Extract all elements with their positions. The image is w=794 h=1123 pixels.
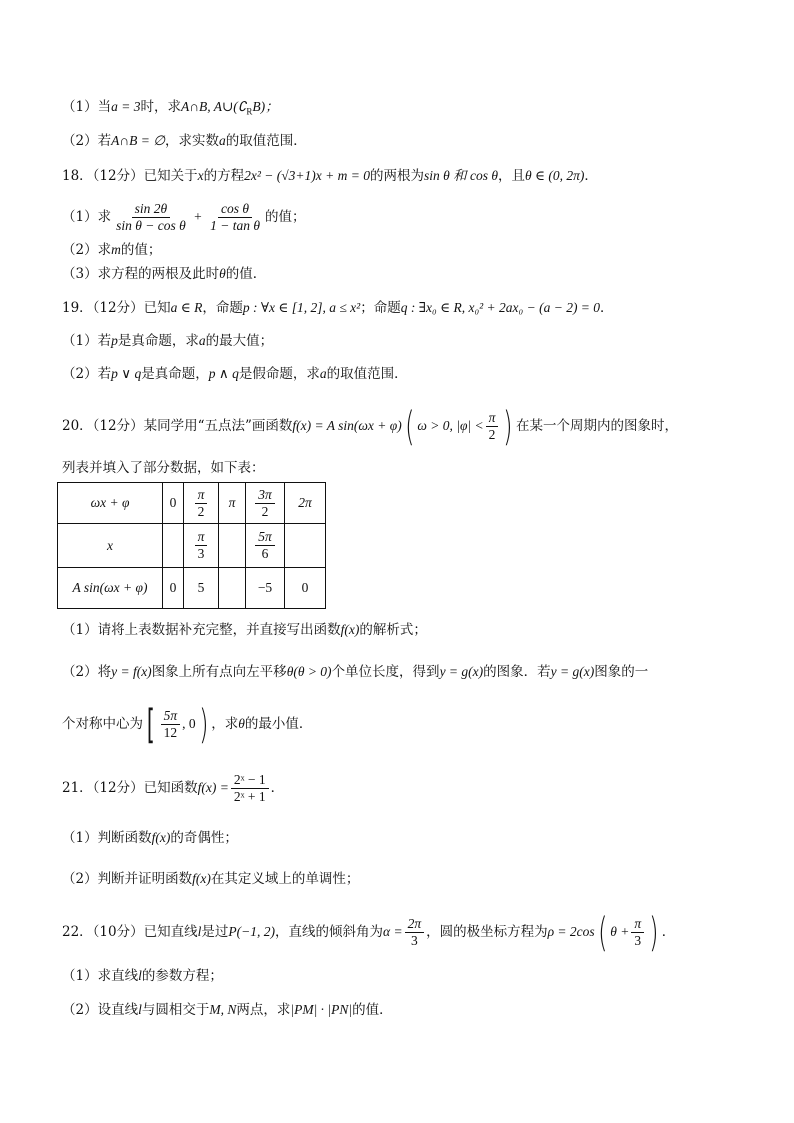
q20-sub1: （1）请将上表数据补充完整，并直接写出函数f(x)的解析式； — [62, 622, 427, 638]
q20-sub2-cont: 个对称中心为[ $\frac{5\pi}{12}$ , 0) ，求θ的最小值． — [62, 701, 313, 748]
fraction: $\frac{\sin 2\theta}{\text{sin θ − cos θ}}$ — [116, 201, 186, 233]
table-cell: 5 — [184, 568, 219, 609]
table-cell — [163, 524, 184, 568]
q22-sub2: （2）设直线l与圆相交于M, N两点，求|PM| · |PN|的值． — [62, 1002, 393, 1018]
table-cell: 0 — [163, 568, 184, 609]
table-row — [58, 483, 326, 524]
five-point-table — [57, 482, 326, 609]
table-cell — [219, 568, 246, 609]
q20-line2: 列表并填入了部分数据，如下表： — [62, 460, 265, 476]
q18-sub3: （3）求方程的两根及此时θ的值． — [62, 266, 267, 282]
table-cell: $\frac{3\pi}{2}$ — [246, 483, 285, 524]
q21-header: 21．（12分）已知函数f(x) = $\frac{\text{2ˣ − 1}}{\text{2ˣ + 1}}$ ． — [62, 772, 285, 804]
table-cell: 0 — [163, 483, 184, 524]
table-cell — [219, 524, 246, 568]
table-row — [58, 568, 326, 609]
table-cell: $\frac{\pi}{3}$ — [184, 524, 219, 568]
q18-sub1: （1）求 $\frac{\sin 2\theta}{\text{sin θ − cos θ}}$ + $\frac{\text{cos θ}}{\text{1 − tan θ}}$ 的值； — [62, 201, 306, 233]
table-cell: 0 — [285, 568, 326, 609]
fraction: $\frac{\pi}{3}$ — [631, 916, 644, 949]
q20-header: 20．（12分）某同学用“五点法”画函数f(x) = A sin(ωx + φ)( ω > 0, |φ| < $\frac{\pi}{2}$ ) 在某一个周期内的图象时， — [62, 403, 679, 450]
q22-sub1: （1）求直线l的参数方程； — [62, 968, 223, 984]
table-cell: π — [219, 483, 246, 524]
q19-header: 19．（12分）已知a ∈ R，命题p : ∀x ∈ [1, 2], a ≤ x²；命题q : ∃x₀ ∈ R, x₀² + 2ax₀ − (a − 2) = 0． — [62, 300, 614, 316]
q21-sub1: （1）判断函数f(x)的奇偶性； — [62, 830, 238, 846]
q19-sub1: （1）若p是真命题，求a的最大值； — [62, 333, 274, 349]
table-cell — [285, 524, 326, 568]
q21-sub2: （2）判断并证明函数f(x)在其定义域上的单调性； — [62, 871, 360, 887]
fraction: $\frac{2\pi}{3}$ — [405, 916, 425, 949]
q19-sub2: （2）若p ∨ q是真命题，p ∧ q是假命题，求a的取值范围． — [62, 366, 408, 382]
table-cell: $\frac{\pi}{2}$ — [184, 483, 219, 524]
fraction: $\frac{\pi}{2}$ — [486, 410, 499, 443]
fraction: $\frac{5\pi}{12}$ — [161, 708, 181, 741]
table-cell: $\frac{5\pi}{6}$ — [246, 524, 285, 568]
q18-header: 18．（12分）已知关于x的方程2x² − (√3+1)x + m = 0的两根为sin θ 和 cos θ，且θ ∈ (0, 2π)． — [62, 168, 598, 184]
table-cell: x — [58, 524, 163, 568]
table-cell: A sin(ωx + φ) — [58, 568, 163, 609]
q18-sub2: （2）求m的值； — [62, 242, 162, 258]
table-cell: −5 — [246, 568, 285, 609]
q17-part1: （1）当a = 3时，求A∩B, $A\cup(∁_RB)$； — [62, 99, 279, 117]
fraction: $\frac{\text{cos θ}}{\text{1 − tan θ}}$ — [210, 201, 260, 233]
table-cell: 2π — [285, 483, 326, 524]
q20-sub2: （2）将y = f(x)图象上所有点向左平移θ(θ > 0)个单位长度，得到y = g(x)的图象．若y = g(x)图象的一 — [62, 664, 649, 680]
table-cell: ωx + φ — [58, 483, 163, 524]
table-row — [58, 524, 326, 568]
q22-header: 22．（10分）已知直线l是过P(−1, 2)，直线的倾斜角为α = $\frac{2\pi}{3}$ ，圆的极坐标方程为ρ = 2cos( θ + $\frac{\pi}{3}$ ) ． — [62, 909, 676, 956]
fraction: $\frac{\text{2ˣ − 1}}{\text{2ˣ + 1}}$ — [231, 772, 269, 805]
q17-part2: （2）若A∩B = ∅，求实数a的取值范围． — [62, 133, 307, 149]
